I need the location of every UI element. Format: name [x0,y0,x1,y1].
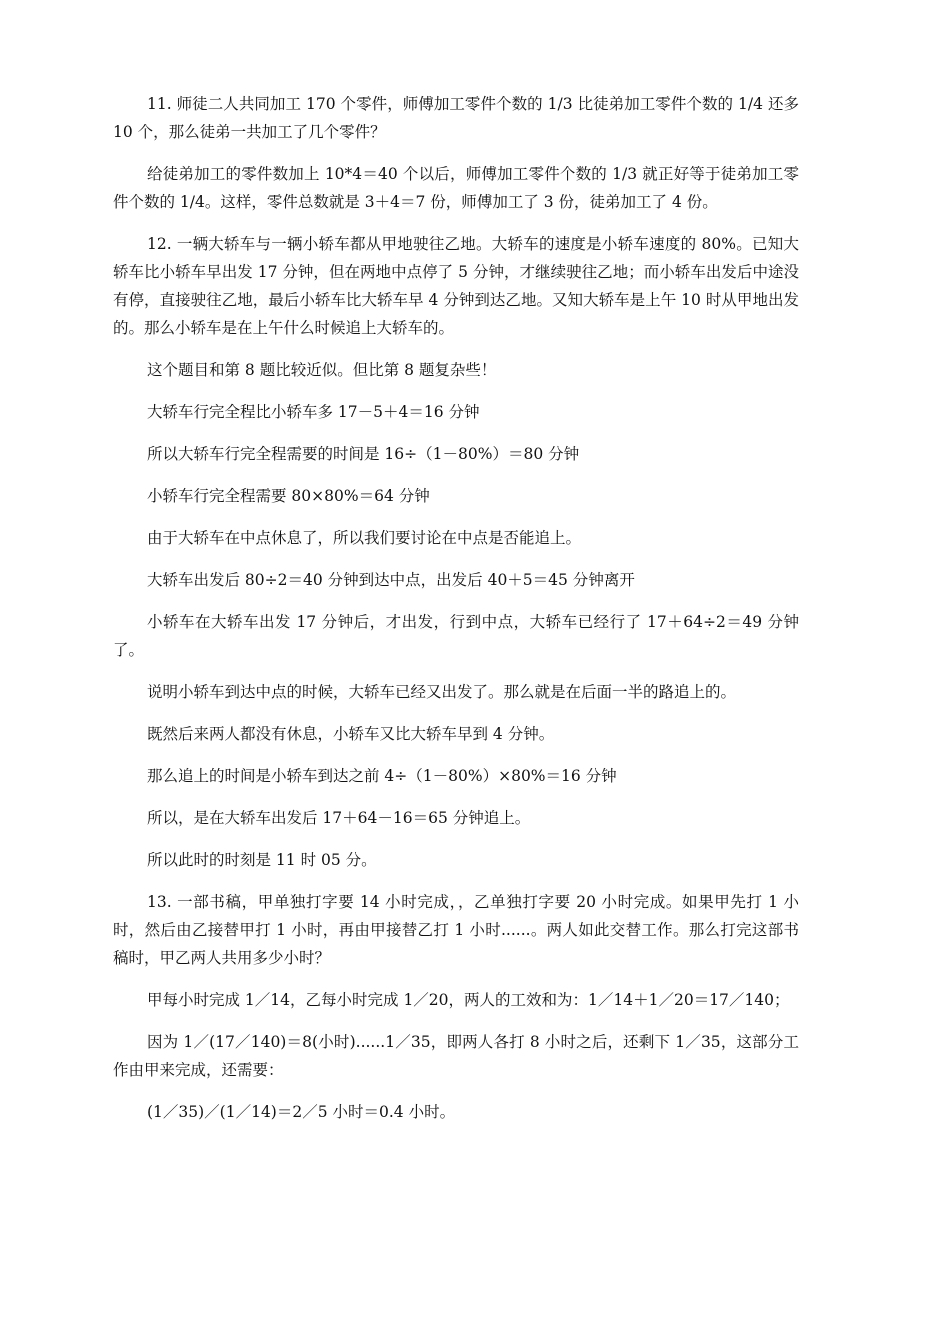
solution-step: 甲每小时完成 1／14，乙每小时完成 1／20，两人的工效和为：1／14＋1／20＝17／140； [147,991,790,1009]
solution-step: 所以大轿车行完全程需要的时间是 16÷（1－80%）＝80 分钟 [147,445,580,463]
problem-12-answer: 所以此时的时刻是 11 时 05 分。 [147,851,377,869]
document-body [113,90,799,1140]
solution-step: 那么追上的时间是小轿车到达之前 4÷（1－80%）×80%＝16 分钟 [147,767,617,785]
solution-step: 由于大轿车在中点休息了，所以我们要讨论在中点是否能追上。 [147,529,582,547]
solution-step: 小轿车在大轿车出发 17 分钟后，才出发，行到中点，大轿车已经行了 17＋64÷2＝49 分钟了。 [113,613,799,659]
solution-step: 因为 1／(17／140)＝8(小时)......1／35，即两人各打 8 小时之后，还剩下 1／35，这部分工作由甲来完成，还需要： [113,1033,799,1079]
solution-step: (1／35)／(1／14)＝2／5 小时＝0.4 小时。 [147,1103,456,1121]
solution-step: 说明小轿车到达中点的时候，大轿车已经又出发了。那么就是在后面一半的路追上的。 [147,683,737,701]
problem-11-question: 11. 师徒二人共同加工 170 个零件，师傅加工零件个数的 1/3 比徒弟加工零件个数的 1/4 还多 10 个，那么徒弟一共加工了几个零件？ [113,95,799,141]
problem-12-note: 这个题目和第 8 题比较近似。但比第 8 题复杂些！ [147,361,497,379]
solution-step: 既然后来两人都没有休息，小轿车又比大轿车早到 4 分钟。 [147,725,555,743]
solution-step: 小轿车行完全程需要 80×80%＝64 分钟 [147,487,430,505]
problem-11-solution: 给徒弟加工的零件数加上 10*4＝40 个以后，师傅加工零件个数的 1/3 就正好等于徒弟加工零件个数的 1/4。这样，零件总数就是 3＋4＝7 份，师傅加工了 3 份，徒弟加工了 4 份。 [113,165,799,211]
problem-13-question: 13. 一部书稿，甲单独打字要 14 小时完成，，乙单独打字要 20 小时完成。如果甲先打 1 小时，然后由乙接替甲打 1 小时，再由甲接替乙打 1 小时......。两人如此交替工作。那么打完这部书稿时，甲乙两人共用多少小时？ [113,893,799,967]
solution-step: 大轿车行完全程比小轿车多 17－5＋4＝16 分钟 [147,403,480,421]
solution-step: 所以，是在大轿车出发后 17＋64－16＝65 分钟追上。 [147,809,531,827]
problem-12-question: 12. 一辆大轿车与一辆小轿车都从甲地驶往乙地。大轿车的速度是小轿车速度的 80%。已知大轿车比小轿车早出发 17 分钟，但在两地中点停了 5 分钟，才继续驶往乙地；而小轿车出发后中途没有停，直接驶往乙地，最后小轿车比大轿车早 4 分钟到达乙地。又知大轿车是上午 10 时从甲地出发的。那么小轿车是在上午什么时候追上大轿车的。 [113,235,799,337]
solution-step: 大轿车出发后 80÷2＝40 分钟到达中点，出发后 40＋5＝45 分钟离开 [147,571,635,589]
